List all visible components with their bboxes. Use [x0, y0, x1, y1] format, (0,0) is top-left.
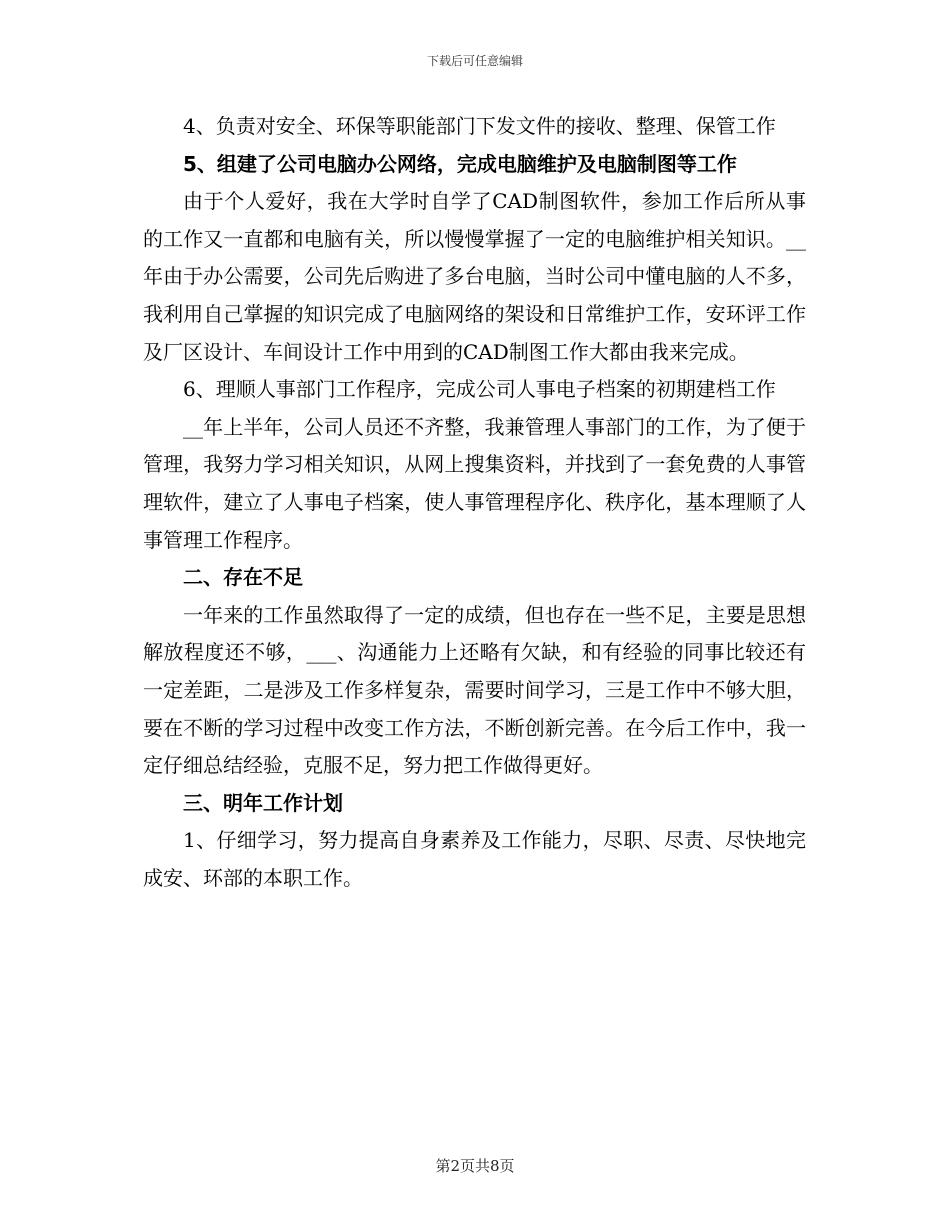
page-header: 下载后可任意编辑	[426, 54, 523, 68]
document-body	[143, 108, 806, 897]
paragraph-item-6: 6、理顺人事部门工作程序，完成公司人事电子档案的初期建档工作	[183, 377, 776, 402]
section-heading-next-year-plan: 三、明年工作计划	[183, 790, 343, 815]
section-heading-shortcomings: 二、存在不足	[183, 565, 303, 590]
section-heading-item-5: 5、组建了公司电脑办公网络，完成电脑维护及电脑制图等工作	[183, 151, 737, 176]
paragraph-computer-maintenance: 由于个人爱好，我在大学时自学了CAD制图软件，参加工作后所从事的工作又一直都和电脑有关，所以慢慢掌握了一定的电脑维护相关知识。__年由于办公需要，公司先后购进了多台电脑，当时公司中懂电脑的人不多，我利用自己掌握的知识完成了电脑网络的架设和日常维护工作，安环评工作及厂区设计、车间设计工作中用到的CAD制图工作大都由我来完成。	[143, 189, 806, 364]
paragraph-shortcomings: 一年来的工作虽然取得了一定的成绩，但也存在一些不足，主要是思想解放程度还不够，___、沟通能力上还略有欠缺，和有经验的同事比较还有一定差距，二是涉及工作多样复杂，需要时间学习，三是工作中不够大胆，要在不断的学习过程中改变工作方法，不断创新完善。在今后工作中，我一定仔细总结经验，克服不足，努力把工作做得更好。	[143, 602, 806, 778]
paragraph-hr-archive: __年上半年，公司人员还不齐整，我兼管理人事部门的工作，为了便于管理，我努力学习相关知识，从网上搜集资料，并找到了一套免费的人事管理软件，建立了人事电子档案，使人事管理程序化、秩序化，基本理顺了人事管理工作程序。	[143, 414, 806, 552]
paragraph-item-4: 4、负责对安全、环保等职能部门下发文件的接收、整理、保管工作	[183, 114, 776, 138]
page-number-footer: 第2页共8页	[435, 1157, 515, 1175]
paragraph-plan-item-1: 1、仔细学习，努力提高自身素养及工作能力，尽职、尽责、尽快地完成安、环部的本职工作。	[143, 828, 806, 890]
